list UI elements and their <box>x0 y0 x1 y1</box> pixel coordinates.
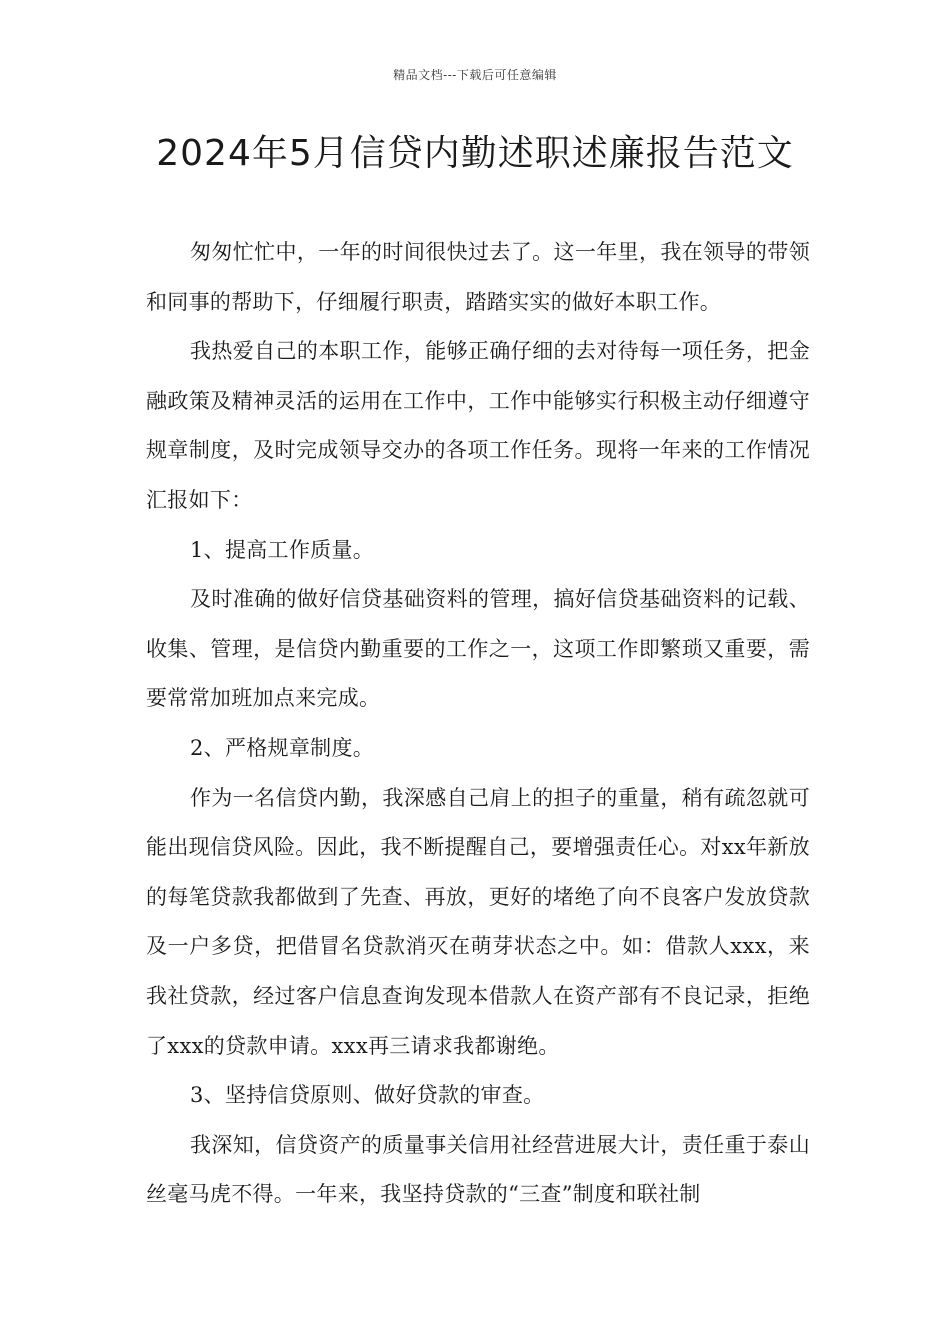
section-heading-3: 3、坚持信贷原则、做好贷款的审查。 <box>190 1083 545 1108</box>
paragraph-overview: 我热爱自己的本职工作，能够正确仔细的去对待每一项任务，把金融政策及精神灵活的运用在工作中，工作中能够实行积极主动仔细遵守规章制度，及时完成领导交办的各项工作任务。现将一年来的工作情况汇报如下： <box>146 339 810 512</box>
paragraph-section-2: 作为一名信贷内勤，我深感自己肩上的担子的重量，稍有疏忽就可能出现信贷风险。因此，我不断提醒自己，要增强责任心。对xx年新放的每笔贷款我都做到了先查、再放，更好的堵绝了向不良客户发放贷款及一户多贷，把借冒名贷款消灭在萌芽状态之中。如：借款人xxx，来我社贷款，经过客户信息查询发现本借款人在资产部有不良记录，拒绝了xxx的贷款申请。xxx再三请求我都谢绝。 <box>146 785 810 1058</box>
header-note: 精品文档---下载后可任意编辑 <box>393 68 557 82</box>
document-body <box>146 228 810 1220</box>
document-title: 2024年5月信贷内勤述职述廉报告范文 <box>156 133 794 174</box>
paragraph-section-1: 及时准确的做好信贷基础资料的管理，搞好信贷基础资料的记载、收集、管理，是信贷内勤重要的工作之一，这项工作即繁琐又重要，需要常常加班加点来完成。 <box>146 587 810 711</box>
section-heading-1: 1、提高工作质量。 <box>190 537 375 562</box>
section-heading-2: 2、严格规章制度。 <box>190 735 375 760</box>
paragraph-intro: 匆匆忙忙中，一年的时间很快过去了。这一年里，我在领导的带领和同事的帮助下，仔细履行职责，踏踏实实的做好本职工作。 <box>146 240 810 314</box>
paragraph-section-3: 我深知，信贷资产的质量事关信用社经营进展大计，责任重于泰山丝毫马虎不得。一年来，我坚持贷款的“三查”制度和联社制 <box>146 1132 810 1207</box>
